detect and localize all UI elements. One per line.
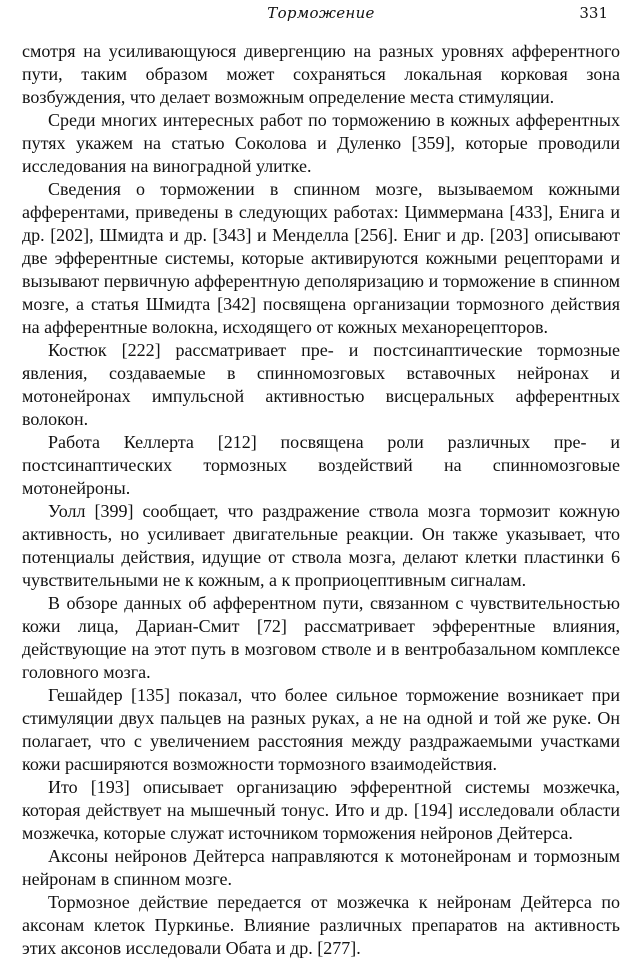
paragraph: Гешайдер [135] показал, что более сильное торможение возникает при стимуляции двух пальцев на разных руках, а не на одной и той же руке. Он полагает, что с увеличением расстояния между раздражаемыми участками кожи расширяются возможности тормозного взаимодействия. [22, 685, 620, 774]
body-text [22, 40, 620, 960]
page-number: 331 [579, 4, 608, 22]
paragraph: Среди многих интересных работ по торможению в кожных афферентных путях укажем на статью Соколова и Дуленко [359], которые проводили исследования на виноградной улитке. [22, 110, 620, 176]
paragraph-continuation: смотря на усиливающуюся дивергенцию на разных уровнях афферентного пути, таким образом может сохраняться локальная корковая зона возбуждения, что делает возможным определение места стимуляции. [22, 41, 620, 107]
running-title: Торможение [267, 4, 375, 22]
paragraph: Работа Келлерта [212] посвящена роли различных пре- и постсинаптических тормозных воздействий на спинномозговые мотонейроны. [22, 432, 620, 498]
paragraph: В обзоре данных об афферентном пути, связанном с чувствительностью кожи лица, Дариан-Смит [72] рассматривает эфферентные влияния, действующие на этот путь в мозговом стволе и в вентробазальном комплексе головного мозга. [22, 593, 620, 682]
book-page [22, 0, 620, 963]
page-header [22, 0, 620, 40]
paragraph: Уолл [399] сообщает, что раздражение ствола мозга тормозит кожную активность, но усиливает двигательные реакции. Он также указывает, что потенциалы действия, идущие от ствола мозга, делают клетки пластинки 6 чувствительными не к кожным, а к проприоцептивным сигналам. [22, 501, 620, 590]
paragraph: Ито [193] описывает организацию эфферентной системы мозжечка, которая действует на мышечный тонус. Ито и др. [194] исследовали области мозжечка, которые служат источником торможения нейронов Дейтерса. [22, 777, 620, 843]
paragraph: Костюк [222] рассматривает пре- и постсинаптические тормозные явления, создаваемые в спинномозговых вставочных нейронах и мотонейронах импульсной активностью висцеральных афферентных волокон. [22, 340, 620, 429]
paragraph: Сведения о торможении в спинном мозге, вызываемом кожными афферентами, приведены в следующих работах: Циммермана [433], Енига и др. [202], Шмидта и др. [343] и Менделла [256]. Ениг и др. [203] описывают две эфферентные системы, которые активируются кожными рецепторами и вызывают первичную афферентную деполяризацию и торможение в спинном мозге, а статья Шмидта [342] посвящена организации тормозного действия на афферентные волокна, исходящего от кожных механорецепторов. [22, 179, 620, 337]
paragraph: Аксоны нейронов Дейтерса направляются к мотонейронам и тормозным нейронам в спинном мозге. [22, 846, 620, 889]
paragraph: Тормозное действие передается от мозжечка к нейронам Дейтерса по аксонам клеток Пуркинье. Влияние различных препаратов на активность этих аксонов исследовали Обата и др. [277]. [22, 892, 620, 958]
